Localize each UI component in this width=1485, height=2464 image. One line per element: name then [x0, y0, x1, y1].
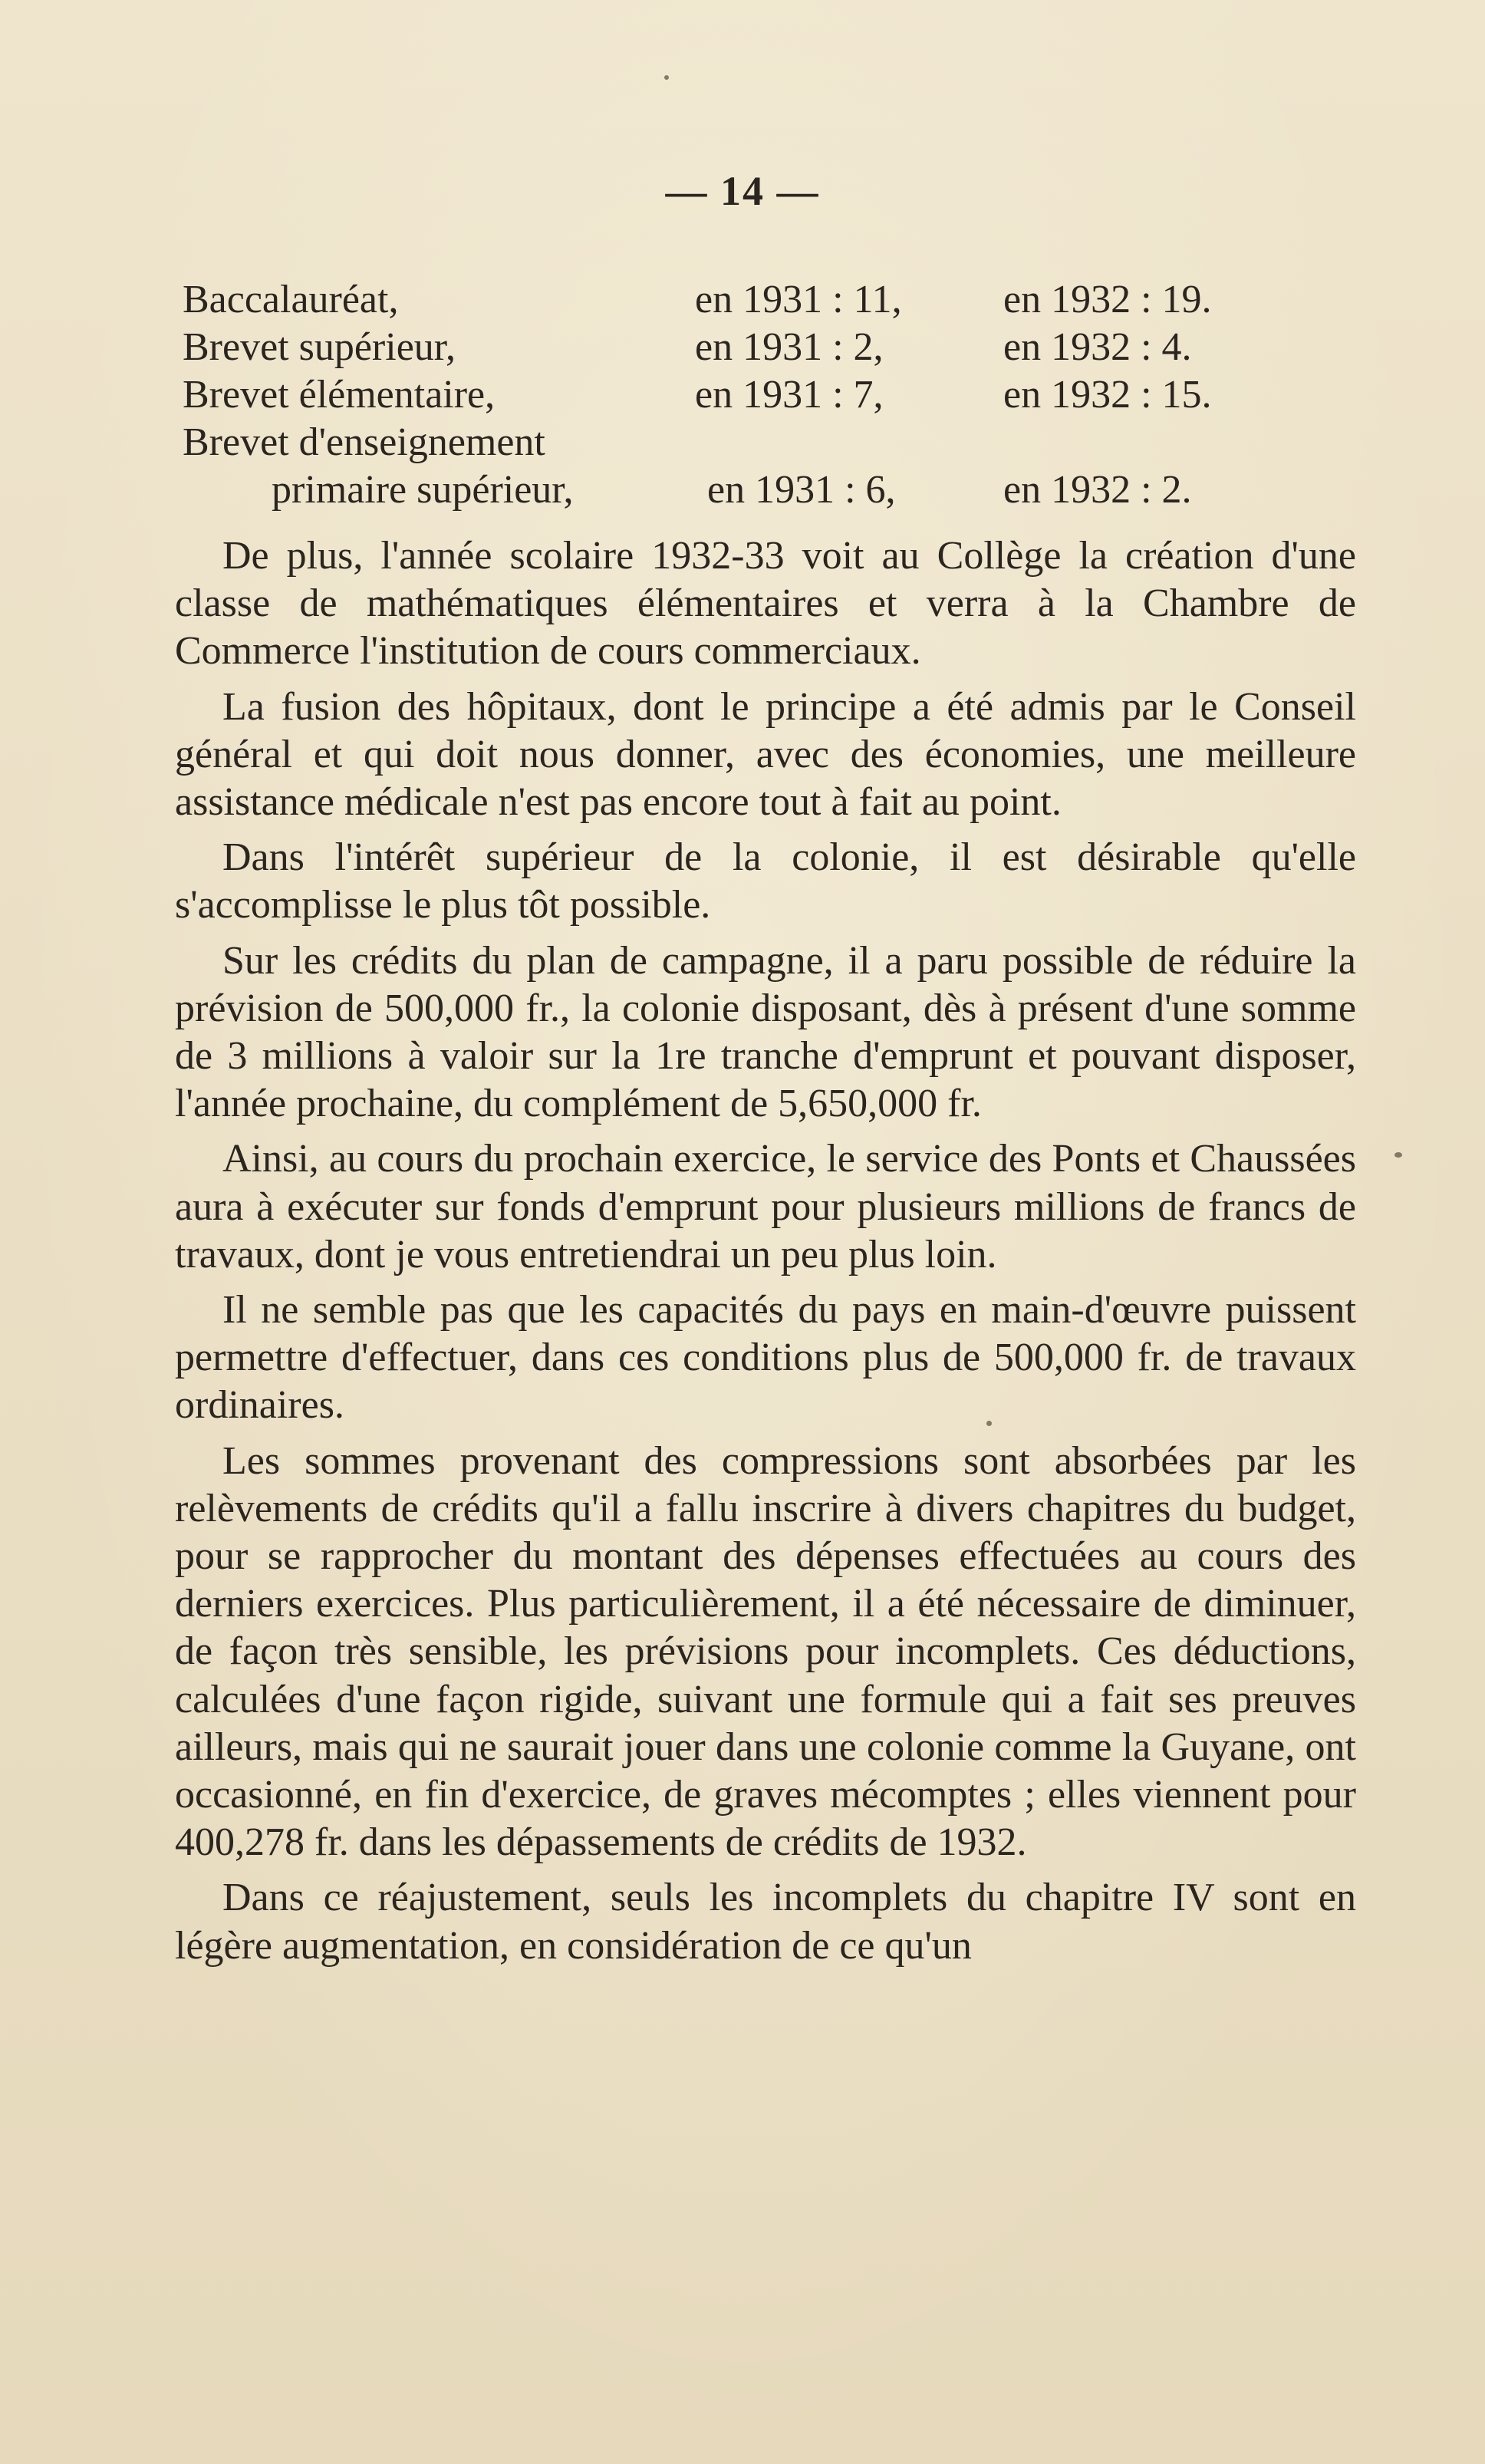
paragraph: Les sommes provenant des compressions sont absorbées par les relèvements de crédits qu'il a fallu inscrire à divers chapitres du budget, pour se rapprocher du montant des dépenses effectuées au cours des derniers exercices. Plus particulièrement, il a été nécessaire de diminuer, de façon très sensible, les prévisions pour incomplets. Ces déductions, calculées d'une façon rigide, suivant une formule qui a fait ses preuves ailleurs, mais qui ne saurait jouer dans une colonie comme la Guyane, ont occasionné, en fin d'exercice, de graves mécomptes ; elles viennent pour 400,278 fr. dans les dépassements de crédits de 1932.	[175, 1438, 1356, 1865]
stat-row-baccalaureat	[183, 276, 1295, 324]
stat-label: Brevet supérieur,	[183, 325, 456, 369]
stat-row-brevet-elementaire	[183, 371, 1295, 419]
stat-label: Brevet élémentaire,	[183, 373, 496, 417]
page-number: — 14 —	[665, 168, 820, 214]
stat-1932: en 1932 : 19.	[1003, 278, 1212, 321]
stat-1931: en 1931 : 2,	[695, 325, 884, 369]
stat-row-brevet-superieur	[183, 324, 1295, 371]
paragraph: De plus, l'année scolaire 1932-33 voit au Collège la création d'une classe de mathématiques élémentaires et verra à la Chambre de Commerce l'institution de cours commerciaux.	[175, 534, 1356, 674]
stat-1931: en 1931 : 6,	[707, 468, 896, 512]
stat-label: Brevet d'enseignement	[183, 420, 545, 464]
paragraph: Ainsi, au cours du prochain exercice, le service des Ponts et Chaussées aura à exécuter sur fonds d'emprunt pour plusieurs millions de francs de travaux, dont je vous entretiendrai un peu plus loin.	[175, 1137, 1356, 1276]
stat-label: primaire supérieur,	[272, 468, 574, 512]
stat-row-brevet-enseignement	[183, 419, 1295, 466]
paragraph: La fusion des hôpitaux, dont le principe a été admis par le Conseil général et qui doit nous donner, avec des économies, une meilleure assistance médicale n'est pas encore tout à fait au point.	[175, 684, 1356, 825]
paragraph: Dans ce réajustement, seuls les incomplets du chapitre IV sont en légère augmentation, en considération de ce qu'un	[175, 1876, 1356, 1968]
paragraph: Il ne semble pas que les capacités du pays en main-d'œuvre puissent permettre d'effectuer, dans ces conditions plus de 500,000 fr. de travaux ordinaires.	[175, 1288, 1356, 1428]
stat-row-primaire-superieur	[183, 466, 1295, 514]
stat-1931: en 1931 : 7,	[695, 373, 884, 417]
exam-results-table	[183, 276, 1295, 514]
stat-1932: en 1932 : 4.	[1003, 325, 1192, 369]
paper-speck	[986, 1421, 992, 1426]
stat-1932: en 1932 : 2.	[1003, 468, 1192, 512]
paragraph: Sur les crédits du plan de campagne, il a paru possible de réduire la prévision de 500,000 fr., la colonie disposant, dès à présent d'une somme de 3 millions à valoir sur la 1re tranche d'emprunt et pouvant disposer, l'année prochaine, du complément de 5,650,000 fr.	[175, 938, 1356, 1126]
paper-speck	[1394, 1152, 1402, 1158]
stat-1931: en 1931 : 11,	[695, 278, 902, 321]
paper-speck	[664, 75, 669, 80]
paragraph: Dans l'intérêt supérieur de la colonie, il est désirable qu'elle s'accomplisse le plus tôt possible.	[175, 835, 1356, 927]
body-text	[175, 532, 1356, 1978]
stat-1932: en 1932 : 15.	[1003, 373, 1212, 417]
stat-label: Baccalauréat,	[183, 278, 399, 321]
